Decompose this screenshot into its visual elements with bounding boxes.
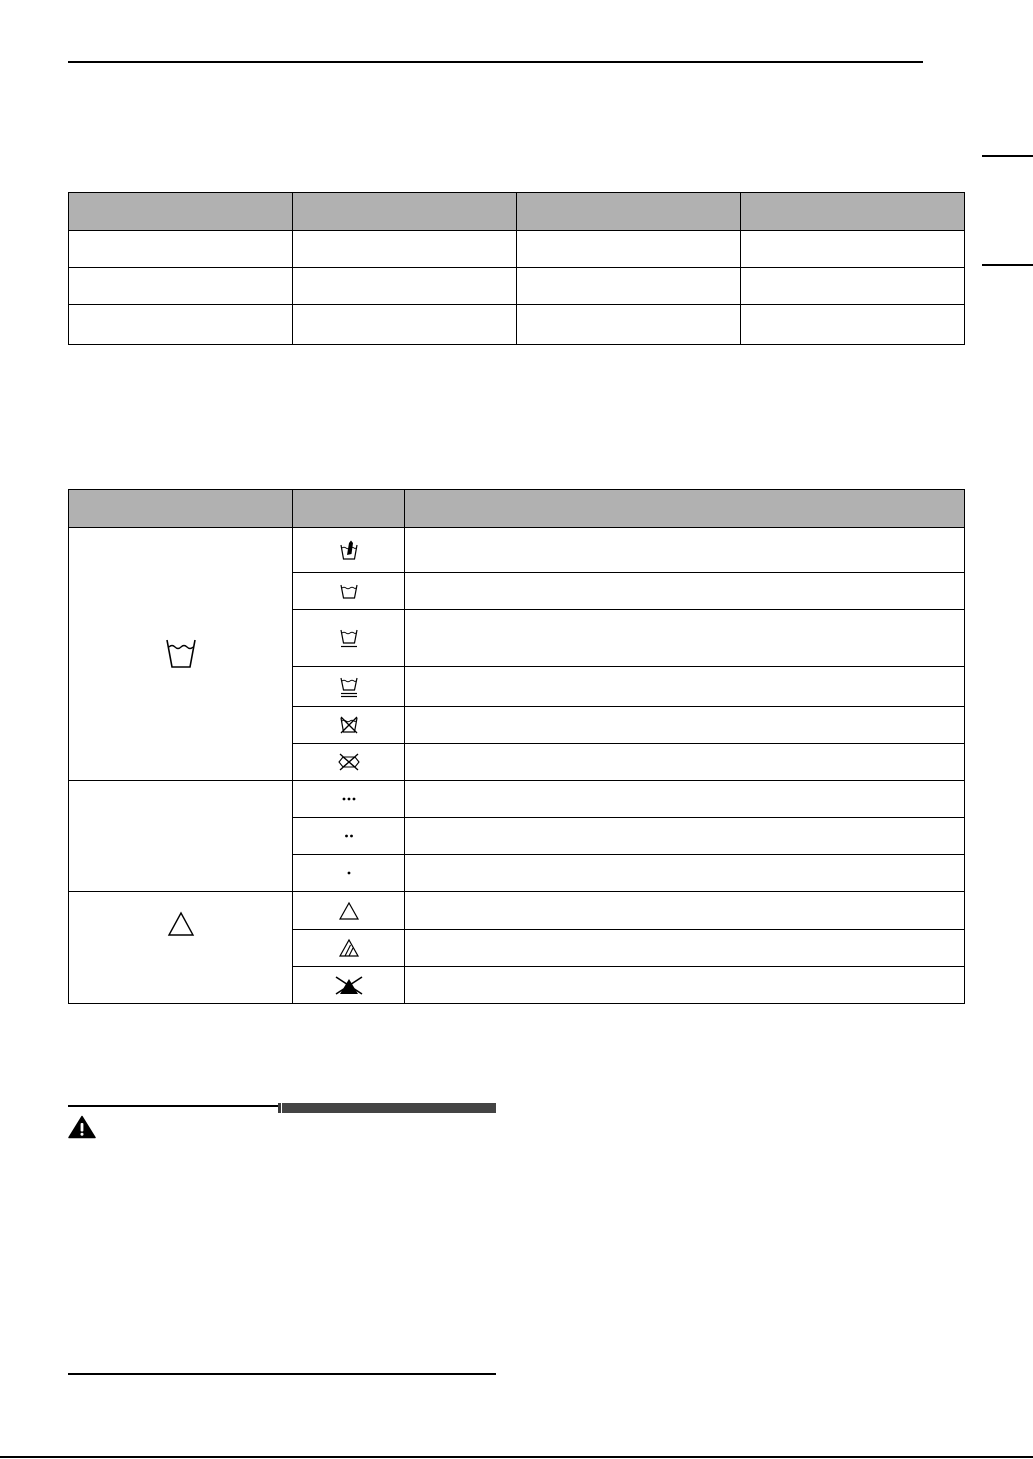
symbol-cell (293, 573, 405, 610)
table-1-header-cell (741, 193, 965, 231)
table-cell (69, 268, 293, 305)
table-row (69, 305, 965, 345)
bleach-allowed-icon (338, 901, 360, 921)
do-not-wash-icon (339, 715, 359, 735)
top-rule (68, 61, 923, 63)
page-bottom-rule (0, 1456, 1033, 1458)
table-cell (69, 231, 293, 268)
care-table-header-cell (293, 490, 405, 528)
side-tab-bottom-line (982, 264, 1033, 266)
table-row (69, 528, 965, 573)
side-tab-top-line (982, 155, 1033, 157)
symbol-cell (293, 967, 405, 1004)
table-cell (293, 231, 517, 268)
symbol-cell (293, 610, 405, 667)
three-dots-icon (341, 796, 357, 802)
table-cell (741, 268, 965, 305)
table-row (69, 231, 965, 268)
table-row (69, 781, 965, 818)
do-not-bleach-icon (333, 974, 365, 996)
symbol-cell (293, 930, 405, 967)
description-cell (405, 967, 965, 1004)
symbol-cell (293, 667, 405, 707)
table-1-header-row (69, 193, 965, 231)
wash-group-cell (69, 528, 293, 781)
care-table-header-cell (69, 490, 293, 528)
wash-tub-double-line-icon (339, 675, 359, 699)
symbol-cell (293, 528, 405, 573)
description-cell (405, 707, 965, 744)
description-cell (405, 667, 965, 707)
table-1-header-cell (69, 193, 293, 231)
table-row (69, 892, 965, 930)
description-cell (405, 744, 965, 781)
description-cell (405, 892, 965, 930)
wash-tub-line-icon (339, 627, 359, 649)
triangle-icon (166, 901, 196, 995)
do-not-wring-icon (336, 753, 362, 771)
warning-header-bar (282, 1103, 496, 1113)
wash-tub-icon (339, 582, 359, 600)
description-cell (405, 930, 965, 967)
description-cell (405, 573, 965, 610)
symbol-cell (293, 818, 405, 855)
care-symbol-table (68, 489, 965, 1004)
table-row (69, 268, 965, 305)
description-cell (405, 855, 965, 892)
warning-top-rule (68, 1105, 280, 1107)
table-cell (517, 231, 741, 268)
description-cell (405, 818, 965, 855)
table-cell (293, 305, 517, 345)
symbol-cell (293, 781, 405, 818)
hand-wash-icon (339, 539, 359, 561)
warning-triangle-icon (68, 1115, 96, 1139)
symbol-cell (293, 892, 405, 930)
table-cell (517, 268, 741, 305)
one-dot-icon (346, 870, 352, 876)
description-cell (405, 781, 965, 818)
table-1 (68, 192, 965, 345)
table-cell (741, 231, 965, 268)
table-cell (293, 268, 517, 305)
table-cell (741, 305, 965, 345)
non-chlorine-bleach-icon (338, 938, 360, 958)
dot-group-cell (69, 781, 293, 892)
two-dots-icon (343, 833, 355, 839)
table-cell (517, 305, 741, 345)
table-1-header-cell (517, 193, 741, 231)
description-cell (405, 610, 965, 667)
table-1-header-cell (293, 193, 517, 231)
care-table-header-row (69, 490, 965, 528)
table-cell (69, 305, 293, 345)
bleach-group-cell (69, 892, 293, 1004)
warning-rule-separator (278, 1103, 281, 1113)
care-table-header-cell (405, 490, 965, 528)
wash-tub-icon (163, 636, 199, 672)
symbol-cell (293, 744, 405, 781)
warning-bottom-rule (68, 1373, 496, 1375)
symbol-cell (293, 707, 405, 744)
symbol-cell (293, 855, 405, 892)
description-cell (405, 528, 965, 573)
warning-section (68, 1103, 496, 1375)
